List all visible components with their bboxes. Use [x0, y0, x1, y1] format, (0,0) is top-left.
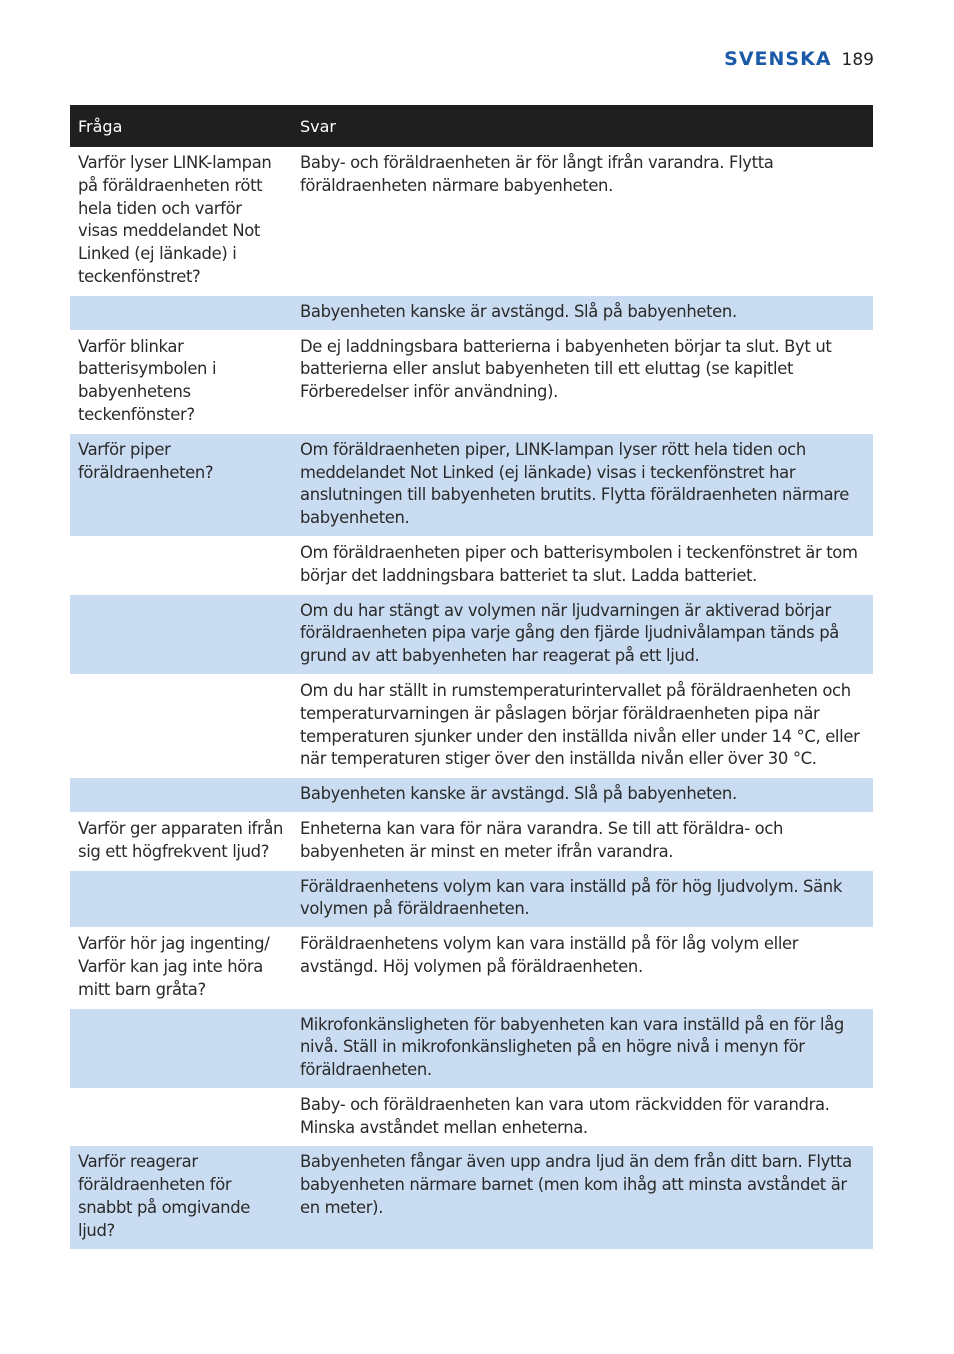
table-row: [70, 871, 873, 929]
question-cell: Varför piper föräldraenheten?: [70, 434, 292, 537]
answer-cell: Babyenheten kanske är avstängd. Slå på babyenheten.: [292, 296, 873, 331]
table-row: [70, 147, 873, 296]
answer-cell: Mikrofonkänsligheten för babyenheten kan vara inställd på en för låg nivå. Ställ in mikrofonkänsligheten på en högre nivå i menyn för föräldraenheten.: [292, 1009, 873, 1089]
answer-cell: Baby- och föräldraenheten kan vara utom räckvidden för varandra. Minska avståndet mellan enheterna.: [292, 1089, 873, 1147]
table-row: [70, 331, 873, 434]
table-header-row: [70, 105, 873, 147]
table-row: [70, 1009, 873, 1089]
table-row: [70, 1089, 873, 1147]
answer-cell: Om du har stängt av volymen när ljudvarningen är aktiverad börjar föräldraenheten pipa varje gång den fjärde ljudnivålampan tänds på grund av att babyenheten har reagerat på ett ljud.: [292, 595, 873, 675]
answer-cell: Föräldraenhetens volym kan vara inställd på för hög ljudvolym. Sänk volymen på föräldraenheten.: [292, 871, 873, 929]
question-cell: [70, 675, 292, 778]
question-cell: [70, 1089, 292, 1147]
answer-cell: De ej laddningsbara batterierna i babyenheten börjar ta slut. Byt ut batterierna eller anslut babyenheten till ett eluttag (se kapitlet Förberedelser inför användning).: [292, 331, 873, 434]
answer-cell: Baby- och föräldraenheten är för långt ifrån varandra. Flytta föräldraenheten närmare babyenheten.: [292, 147, 873, 296]
question-cell: Varför hör jag ingenting/ Varför kan jag inte höra mitt barn gråta?: [70, 928, 292, 1008]
table-row: [70, 595, 873, 675]
question-cell: Varför lyser LINK-lampan på föräldraenheten rött hela tiden och varför visas meddelandet Not Linked (ej länkade) i teckenfönstret?: [70, 147, 292, 296]
question-cell: [70, 871, 292, 929]
table-row: [70, 1146, 873, 1249]
answer-cell: Om föräldraenheten piper och batterisymbolen i teckenfönstret är tom börjar det laddningsbara batteriet ta slut. Ladda batteriet.: [292, 537, 873, 595]
table-row: [70, 675, 873, 778]
question-cell: Varför reagerar föräldraenheten för snabbt på omgivande ljud?: [70, 1146, 292, 1249]
page-number: 189: [841, 50, 874, 70]
troubleshooting-table: [70, 105, 873, 1250]
table-row: [70, 296, 873, 331]
table-body: [70, 147, 873, 1250]
table-row: [70, 813, 873, 871]
column-header-answer: Svar: [292, 105, 873, 147]
answer-cell: Föräldraenhetens volym kan vara inställd på för låg volym eller avstängd. Höj volymen på föräldraenheten.: [292, 928, 873, 1008]
answer-cell: Enheterna kan vara för nära varandra. Se till att föräldra- och babyenheten är minst en meter ifrån varandra.: [292, 813, 873, 871]
question-cell: [70, 1009, 292, 1089]
answer-cell: Om föräldraenheten piper, LINK-lampan lyser rött hela tiden och meddelandet Not Linked (ej länkade) visas i teckenfönstret har anslutningen till babyenheten brutits. Flytta föräldraenheten närmare babyenheten.: [292, 434, 873, 537]
question-cell: [70, 296, 292, 331]
answer-cell: Babyenheten fångar även upp andra ljud än dem från ditt barn. Flytta babyenheten närmare barnet (men kom ihåg att minsta avståndet är en meter).: [292, 1146, 873, 1249]
question-cell: [70, 778, 292, 813]
table-row: [70, 434, 873, 537]
page-header: [724, 48, 874, 70]
table-row: [70, 928, 873, 1008]
column-header-question: Fråga: [70, 105, 292, 147]
table-row: [70, 537, 873, 595]
question-cell: [70, 537, 292, 595]
answer-cell: Om du har ställt in rumstemperaturintervallet på föräldraenheten och temperaturvarningen är påslagen börjar föräldraenheten pipa när temperaturen sjunker under den inställda nivån eller under 14 °C, eller när temperaturen stiger över den inställda nivån eller över 30 °C.: [292, 675, 873, 778]
table-row: [70, 778, 873, 813]
answer-cell: Babyenheten kanske är avstängd. Slå på babyenheten.: [292, 778, 873, 813]
language-label: SVENSKA: [724, 48, 832, 70]
question-cell: Varför blinkar batterisymbolen i babyenhetens teckenfönster?: [70, 331, 292, 434]
question-cell: [70, 595, 292, 675]
question-cell: Varför ger apparaten ifrån sig ett högfrekvent ljud?: [70, 813, 292, 871]
